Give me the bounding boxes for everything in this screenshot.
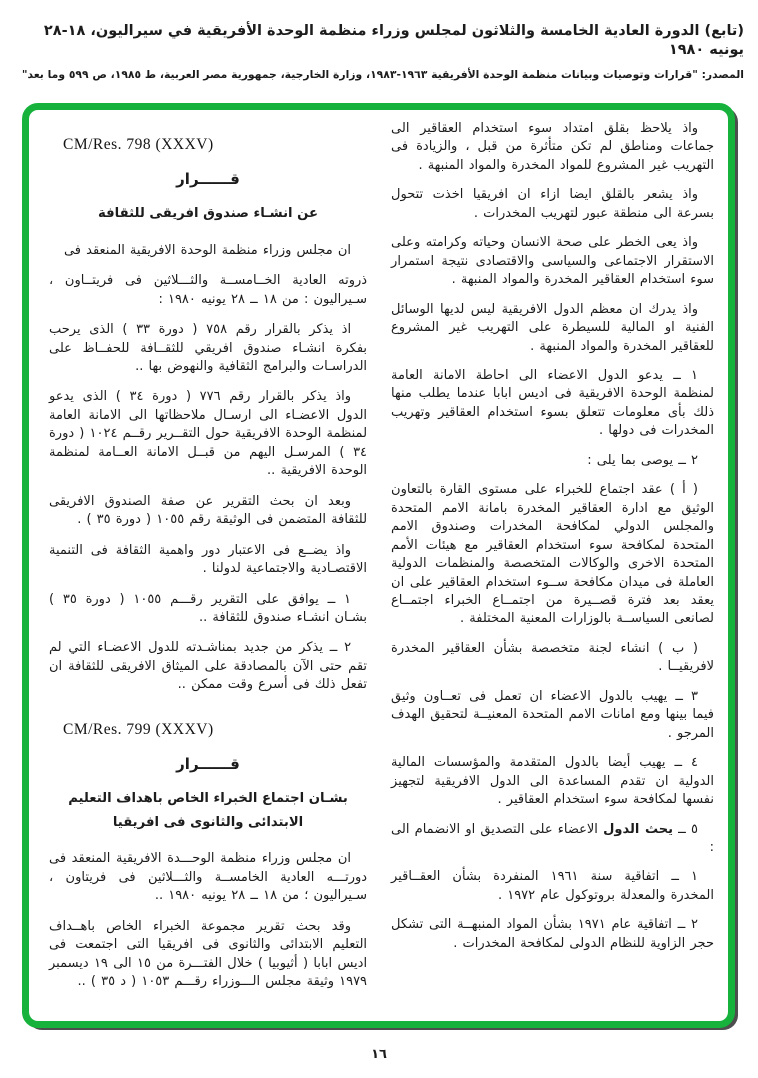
paragraph: واذ يلاحظ بقلق امتداد سوء استخدام العقاقير الى جماعات ومناطق لم تكن متأثرة من قبل ، والزيادة فى التهريب غير المشروع للمواد المخدرة والمواد المنبهة . (391, 121, 714, 173)
clause-5-prefix: ٥ ــ (672, 821, 698, 837)
clause-5-bold: يحث الدول (603, 821, 673, 837)
session-title: (تابع) الدورة العادية الخامسة والثلاثون لمجلس وزراء منظمة الوحدة الأفريقية في سيراليون، ١٨-٢٨ يونيه ١٩٨٠ (43, 23, 744, 58)
resolution-ref-798: CM/Res. 798 (XXXV) (63, 136, 214, 153)
resolution-799-subtitle-line2: الابتدائى والثانوى فى افريقيا (112, 814, 304, 830)
two-column-layout (29, 110, 728, 1021)
paragraph-clause-2a: ( أ ) عقد اجتماع للخبراء على مستوى القارة بالتعاون الوثيق مع ادارة العقاقير المخدرة بامانة الامم المتحدة والمجلس الدولي لمكافحة المخدرات وصندوق الامم المتحدة لمكافحة سوء استخدام العقاقير مع هيئات الأمم المتحدة الاخرى والوكالات المتخصصة والمنظمات الدولية العاملة فى ميدان مكافحة ســوء استخدام العقاقير على ان يعقد بعد فترة قصــيرة من اجتمــاع الخبراء اجتمــاع لصانعى السياســة بالوزارات المعنية المختلفة . (391, 482, 714, 627)
resolution-798-title: قــــــرار (176, 170, 240, 188)
clause-5-rest: الاعضاء على التصديق او الانضمام الى : (391, 821, 714, 855)
paragraph: واذ يضــع فى الاعتبار دور واهمية الثقافة فى التنمية الاقتصـادية والاجتماعية لدولنا . (49, 542, 368, 577)
green-border-frame (22, 103, 735, 1028)
paragraph-clause-1: ١ ــ يوافق على التقرير رقـــم ١٠٥٥ ( دورة ٣٥ ) بشـان انشـاء صندوق للثقافة .. (49, 591, 368, 626)
paragraph-clause-4: ٤ ــ يهيب أيضا بالدول المتقدمة والمؤسسات المالية الدولية ان تقدم المساعدة الى الدول الافريقية لتجهيز نفسها لمكافحة سوء استخدام العقاقير . (391, 755, 714, 808)
paragraph-clause-3: ٣ ــ يهيب بالدول الاعضاء ان تعمل فى تعــاون وثيق فيما بينها ومع امانات الامم المتحدة المعنيــة لتحقيق الهدف المرجو . (391, 688, 714, 741)
resolution-ref-799: CM/Res. 799 (XXXV) (63, 720, 214, 738)
paragraph: ان مجلس وزراء منظمة الوحدة الافريقية المنعقد فى (63, 242, 352, 258)
column-right (391, 116, 714, 1021)
paragraph-clause-5 (391, 821, 714, 858)
paragraph: واذ يذكر بالقرار رقم ٧٧٦ ( دورة ٣٤ ) الذى يدعو الدول الاعضـاء الى ارسـال ملاحظاتها الى الامانة العامة لمنظمة الوحدة الافريقية حول التقــرير رقــم ١٠٢٤ ( دورة ٣٤ ) المرسـل اليهم من قبــل الامانة العــامة لمنظمة الوحدة الافريقية .. (49, 389, 368, 479)
paragraph-clause-2b: ( ب ) انشاء لجنة متخصصة بشأن العقاقير المخدرة لافريقيــا . (391, 640, 714, 675)
paragraph: واذ يدرك ان معظم الدول الافريقية ليس لديها الوسائل الفنية او المالية للسيطرة على التهريب غير المشروع للعقاقير المخدرة والمواد المنبهة . (391, 301, 714, 354)
page-number: ١٦ (371, 1047, 387, 1062)
resolution-799-subtitle-line1: بشـان اجتماع الخبراء الخاص باهداف التعليم (68, 790, 348, 806)
paragraph: وبعد ان بحث التقرير عن صفة الصندوق الافريقى للثقافة المتضمن فى الوثيقة رقم ١٠٥٥ ( دورة ٣٥ ) . (49, 493, 368, 528)
source-citation: المصدر: "قرارات وتوصيات وبيانات منظمة الوحدة الأفريقية ١٩٦٣-١٩٨٣، وزارة الخارجية، جمهورية مصر العربية، ط ١٩٨٥، ص ٥٩٩ وما بعد" (21, 67, 744, 81)
paragraph-clause-2: ٢ ــ يوصى بما يلى : (587, 452, 698, 468)
paragraph: واذ يشعر بالقلق ايضا ازاء ان افريقيا اخذت تتحول بسرعة الى منطقة عبور لتهريب المخدرات . (391, 187, 714, 221)
page-header (8, 22, 744, 82)
paragraph: ذروته العادية الخــامســة والثـــلاثين فى فريتــاون ، سـيراليون : من ١٨ ــ ٢٨ يونيه ١٩٨٠ : (49, 273, 368, 307)
resolution-799-subtitle (49, 787, 367, 835)
resolution-798-subtitle: عن انشـاء صندوق افريقى للثقافة (98, 206, 319, 221)
paragraph-clause-2: ٢ ــ يذكر من جديد بمناشـدته للدول الاعضـاء التي لم تقم حتى الآن بالمصادقة على الميثاق الافريقى للثقافة ان تفعل ذلك فى أسرع وقت ممكن .. (49, 640, 368, 693)
paragraph: اذ يذكر بالقرار رقم ٧٥٨ ( دورة ٣٣ ) الذى يرحب بفكرة انشـاء صندوق افريقي للثقــافة للحفــاظ على الدراسـات والبرامج الثقافية والنهوض بها .. (49, 322, 368, 375)
paragraph: ان مجلس وزراء منظمة الوحـــدة الافريقية المنعقد فى دورتـــه العادية الخامســة والثـــلاثين فى فريتاون ، سـيراليون ؛ من ١٨ ــ ٢٨ يونيه ١٩٨٠ .. (49, 851, 368, 904)
paragraph-convention-1971: ٢ ــ اتفاقية عام ١٩٧١ بشأن المواد المنبهــة التى تشكل حجر الزاوية للنظام الدولى لمكافحة المخدرات . (391, 917, 714, 951)
paragraph-clause-1: ١ ــ يدعو الدول الاعضاء الى احاطة الامانة العامة لمنظمة الوحدة الافريقية فى اديس ابابا عندما يطلب منها ذلك بأى معلومات تتعلق بسوء استخدام العقاقير وتهريب المخدرات فى دولها . (391, 367, 714, 439)
column-left (49, 116, 367, 1021)
resolution-799-title: قــــــرار (176, 754, 240, 773)
paragraph-convention-1961: ١ ــ اتفاقية سنة ١٩٦١ المنفردة بشأن العقــاقير المخدرة والمعدلة بروتوكول عام ١٩٧٢ . (391, 869, 714, 903)
paragraph: واذ يعى الخطر على صحة الانسان وحياته وكرامته وعلى الاستقرار الاجتماعى والسياسى والاقتصادى نتيجة استمرار سوء استخدام العقاقير المخدرة والمواد المنبهة . (391, 235, 714, 288)
paragraph: وقد بحث تقرير مجموعة الخبراء الخاص باهــداف التعليم الابتدائى والثانوى فى افريقيا التى اجتمعت فى اديس ابابا ( أثيوبيا ) خلال الفتـــرة من ١٥ الى ١٩ ديسمبر ١٩٧٩ وثيقة مجلس الـــوزراء رقـــم ١٠٥٣ ( د ٣٥ ) .. (49, 918, 368, 990)
